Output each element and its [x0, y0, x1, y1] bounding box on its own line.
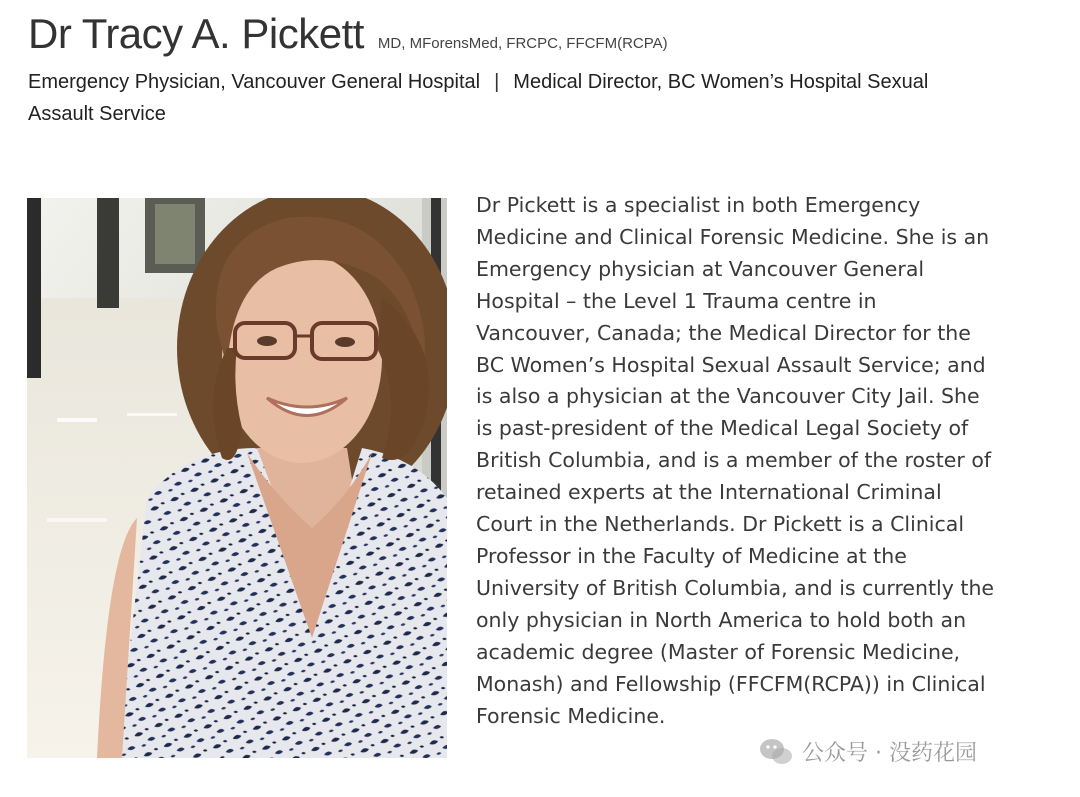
portrait-photo	[27, 198, 447, 758]
credentials: MD, MForensMed, FRCPC, FFCFM(RCPA)	[377, 35, 668, 52]
role-emergency-physician: Emergency Physician, Vancouver General Hospital	[28, 71, 481, 93]
watermark	[758, 736, 977, 767]
profile-header	[28, 10, 1058, 130]
role-medical-director: Medical Director, BC Women’s Hospital Sexual Assault Service	[28, 71, 929, 125]
person-name: Dr Tracy A. Pickett	[28, 10, 364, 57]
biography-text: Dr Pickett is a specialist in both Emergency Medicine and Clinical Forensic Medicine. She is an Emergency physician at Vancouver General Hospital – the Level 1 Trauma centre in Vancouver, Canada; the Medical Director for the BC Women’s Hospital Sexual Assault Service; and is also a physician at the Vancouver City Jail. She is past-president of the Medical Legal Society of British Columbia, and is a member of the roster of retained experts at the International Criminal Court in the Netherlands. Dr Pickett is a Clinical Professor in the Faculty of Medicine at the University of British Columbia, and is currently the only physician in North America to hold both an academic degree (Master of Forensic Medicine, Monash) and Fellowship (FFCFM(RCPA)) in Clinical Forensic Medicine.	[476, 193, 995, 728]
role-separator: |	[494, 71, 500, 93]
watermark-text: 公众号 · 没药花园	[802, 741, 977, 766]
roles-line	[28, 66, 988, 130]
wechat-icon	[758, 737, 794, 767]
name-row	[28, 10, 1058, 58]
